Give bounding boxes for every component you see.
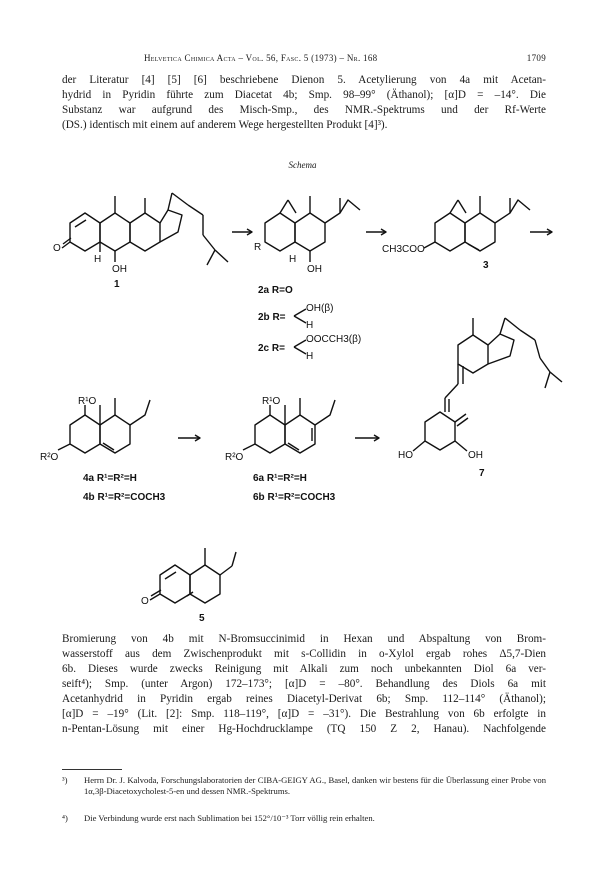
bond [294, 316, 306, 323]
compound-2a-label: 2a R=O [258, 285, 293, 296]
r2o-label: R²O [40, 452, 59, 463]
text-line: Bromierung von 4b mit N-Bromsuccinimid in Hexan und Abspaltung von Brom- [62, 633, 546, 645]
bond [294, 347, 306, 354]
oh-label: OH [307, 264, 322, 275]
page-number: 1709 [526, 53, 546, 63]
text-line: Substanz war aufgrund des Misch-Smp., des NMR.-Spektrums und der Rf-Werte [62, 104, 546, 116]
h-label: H [306, 351, 314, 362]
compound-6b-label: 6b R¹=R²=COCH3 [253, 492, 336, 503]
oh-label: OH [112, 264, 127, 275]
journal-header-title: Helvetica Chimica Acta – Vol. 56, Fasc. 5 (1973) – Nr. 168 [144, 53, 378, 63]
footnote-mark: ⁴) [62, 813, 68, 823]
acetoxy-label: CH3COO [382, 244, 425, 255]
text-line: hydrid in Pyridin führte zum Diacetat 4b; Smp. 98–99° (Äthanol); [α]D = –14°. Die [62, 89, 546, 101]
footnote-text: Die Verbindung wurde erst nach Sublimation bei 152°/10⁻³ Torr völlig rein erhalten. [84, 813, 375, 823]
ho-label: HO [398, 450, 413, 461]
text-line: [α]D = –19° (Lit. [2]: Smp. 118–119°, [α]D = –31°). Die Bestrahlung von 6b erfolgte in [62, 708, 546, 720]
bond [294, 309, 306, 316]
text-line: n-Pentan-Lösung mit einer Hg-Hochdrucklampe (TQ 150 Z 2, Hanau). Nachfolgende [62, 723, 546, 735]
compound-4b-label: 4b R¹=R²=COCH3 [83, 492, 166, 503]
text-line: Acetanhydrid in Pyridin ergab reines Diacetyl-Derivat 6b; Smp. 112–114° (Äthanol); [62, 693, 546, 705]
structure-6 [243, 398, 335, 453]
compound-7-label: 7 [479, 468, 485, 479]
carbonyl-o: O [53, 243, 61, 254]
compound-2c-label: 2c R= [258, 343, 285, 354]
compound-6a-label: 6a R¹=R²=H [253, 473, 307, 484]
compound-4a-label: 4a R¹=R²=H [83, 473, 137, 484]
paragraph-2 [62, 632, 546, 737]
bond [294, 340, 306, 347]
text-line: 6b. Dieses wurde zwecks Reinigung mit Alkali zum noch unbekannten Diol 6a ver- [62, 663, 546, 675]
footnote-mark: ³) [62, 775, 68, 785]
structure-4 [58, 398, 150, 453]
structure-1 [62, 193, 228, 265]
text-line: seift⁴); Smp. (unter Argon) 172–173°; [α]D = –80°. Behandlung des Diols 6a mit [62, 678, 546, 690]
oh-beta-label: OH(β) [306, 303, 334, 314]
footnote-3 [62, 775, 546, 797]
footnote-4 [62, 813, 546, 824]
text-line: der Literatur [4] [5] [6] beschriebene Dienon 5. Acetylierung von 4a mit Acetan- [62, 74, 546, 86]
compound-5-label: 5 [199, 613, 205, 624]
structure-7 [413, 318, 562, 451]
r-label: R [254, 242, 262, 253]
schema-caption: Schema [288, 160, 317, 170]
structure-5 [150, 548, 236, 603]
h-label: H [306, 320, 314, 331]
h-label: H [289, 254, 297, 265]
r1o-label: R¹O [262, 396, 281, 407]
oh-label: OH [468, 450, 483, 461]
acetoxy-beta-label: OOCCH3(β) [306, 334, 362, 345]
carbonyl-o: O [141, 596, 149, 607]
text-line: wasserstoff aus dem Zwischenprodukt mit s-Collidin in o-Xylol ergab rohes Δ5,7-Dien [62, 648, 546, 660]
compound-1-label: 1 [114, 279, 120, 290]
h-label: H [94, 254, 102, 265]
footnote-rule [62, 769, 122, 770]
footnote-text: Herrn Dr. J. Kalvoda, Forschungslaboratorien der CIBA-GEIGY AG., Basel, danken wir bestens für die Überlassung einer Probe von 1α,3β-Diacetoxycholest-5-en und dessen NMR.-Spektrums. [84, 775, 546, 796]
r1o-label: R¹O [78, 396, 97, 407]
compound-2b-label: 2b R= [258, 312, 286, 323]
compound-3-label: 3 [483, 260, 489, 271]
structure-3 [424, 196, 530, 251]
r2o-label: R²O [225, 452, 244, 463]
text-line: (DS.) identisch mit einem auf anderem Wege hergestellten Produkt [4]³). [62, 119, 388, 131]
structure-2 [265, 196, 360, 262]
